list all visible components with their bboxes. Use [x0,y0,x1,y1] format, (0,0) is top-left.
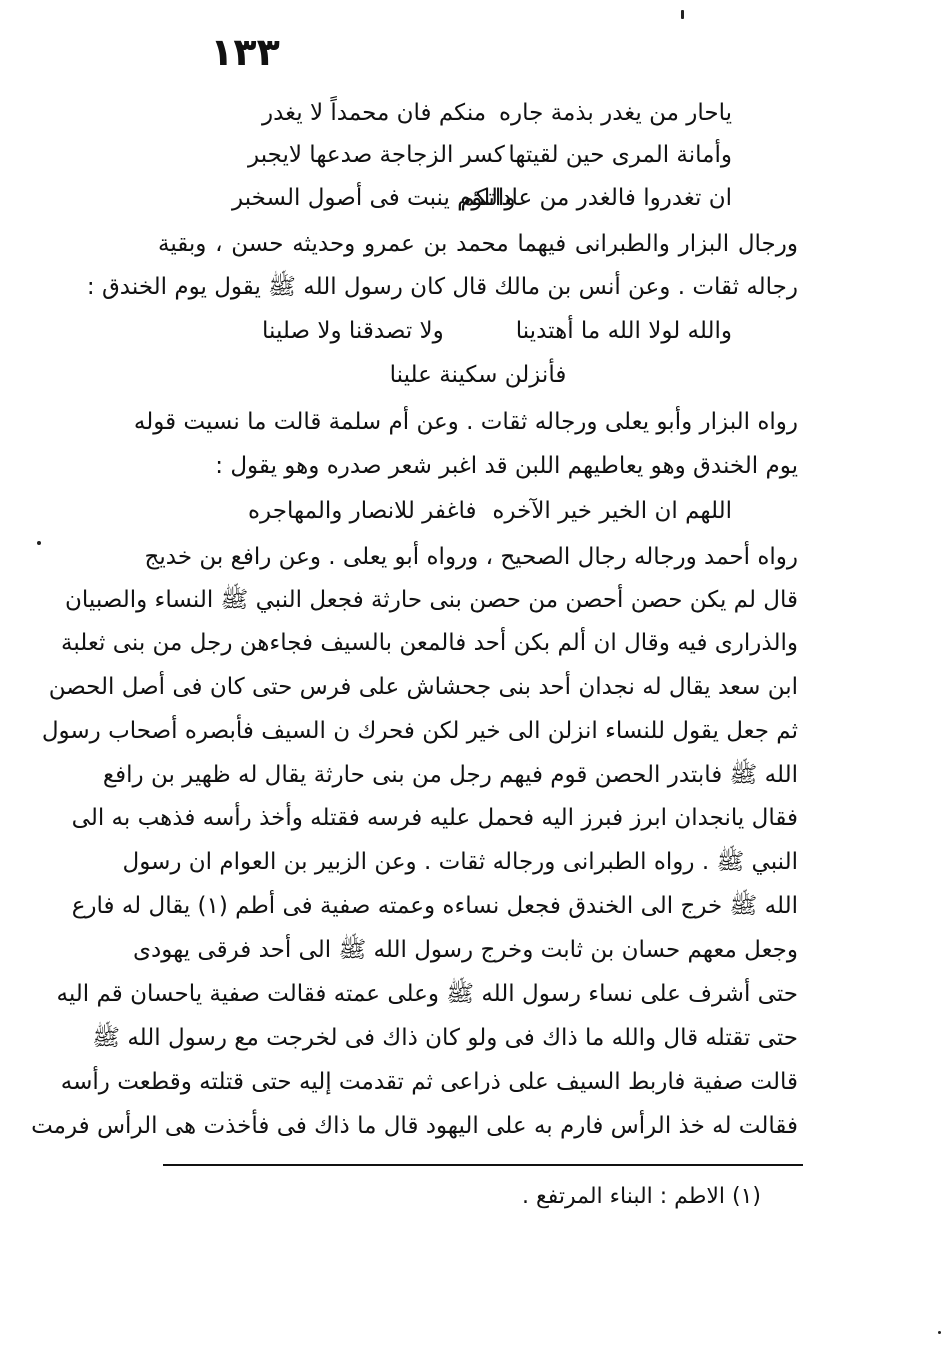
verse-first-hemistich: اللهم ان الخير خير الآخره [492,498,732,524]
text-line: ورجال البزار والطبرانى فيهما محمد بن عمرو وحديثه حسن ، وبقية [158,231,798,257]
verse-second-hemistich: فاغفر للانصار والمهاجره [248,498,477,524]
verse-second-hemistich: ولا تصدقنا ولا صلينا [262,318,444,344]
text-line: حتى تقتله قال والله ما ذاك فى ولو كان ذاك فى لخرجت مع رسول الله ﷺ [92,1025,798,1051]
verse-first-hemistich: ان تغدروا فالغدر من عاداتكم [460,185,732,211]
text-line: ابن سعد يقال له نجدان أحد بنى جحشاش على فرس حتى كان فى أصل الحصن [48,674,798,700]
text-line: الله ﷺ فابتدر الحصن قوم فيهم رجل من بنى حارثة يقال له ظهير بن رافع [102,762,798,788]
verse-line [248,138,732,176]
scan-speck [938,1331,941,1334]
scan-speck [37,541,41,545]
text-line: فقالت له خذ الرأس فارم به على اليهود قال ما ذاك فى فأخذت هى الرأس فرمت [31,1113,798,1139]
verse-first-hemistich: والله لولا الله ما أهتدينا [515,318,732,344]
verse-line [232,181,732,219]
text-line: والذرارى فيه وقال ان ألم بكن أحد فالمعن بالسيف فجاءهن رجل من بنى ثعلبة [61,630,798,656]
text-line: قال لم يكن حصن أحصن من حصن بنى حارثة فجعل النبي ﷺ النساء والصبيان [65,587,798,613]
verse-line [262,314,732,352]
text-line: قالت صفية فاربط السيف على ذراعى ثم تقدمت إليه حتى قتلته وقطعت رأسه [60,1069,798,1095]
text-line: الله ﷺ خرج الى الخندق فجعل نساءه وعمته صفية فى أطم (١) يقال له فارع [71,893,798,919]
text-line: فقال يانجدان ابرز فبرز اليه فحمل عليه فرسه فقتله وأخذ رأسه فذهب به الى [71,805,798,831]
verse-first-hemistich: ياحار من يغدر بذمة جاره [499,100,732,126]
verse-line [262,96,732,134]
footnote: (١) الاطم : البناء المرتفع . [522,1184,761,1209]
page-number: ١٣٣ [210,30,280,74]
text-line: يوم الخندق وهو يعاطيهم اللبن قد اغبر شعر صدره وهو يقول : [215,453,798,479]
verse-first-hemistich: وأمانة المرى حين لقيتها [508,142,732,168]
text-line: رجاله ثقات . وعن أنس بن مالك قال كان رسول الله ﷺ يقول يوم الخندق : [86,274,798,300]
text-line: وجعل معهم حسان بن ثابت وخرج رسول الله ﷺ الى أحد فرقى يهودى [132,937,798,963]
scan-speck [681,10,684,19]
text-line: حتى أشرف على نساء رسول الله ﷺ وعلى عمته فقالت صفية ياحسان قم اليه [56,981,798,1007]
footnote-divider [163,1164,803,1166]
verse-second-hemistich: كسر الزجاجة صدعها لايجبر [248,142,505,168]
verse-line [248,494,732,532]
text-line: ثم جعل يقول للنساء انزلن الى خير لكن فحرك ن السيف فأبصره أصحاب رسول [41,718,798,744]
verse-second-hemistich: واللؤم ينبت فى أصول السخبر [232,185,516,211]
text-line: النبي ﷺ . رواه الطبرانى ورجاله ثقات . وعن الزبير بن العوام ان رسول [122,849,798,875]
verse-second-hemistich: منكم فان محمداً لا يغدر [262,100,487,126]
text-line: رواه أحمد ورجاله رجال الصحيح ، ورواه أبو يعلى . وعن رافع بن خديج [144,544,798,570]
verse-line-centered: فأنزلن سكينة علينا [389,362,567,388]
text-line: رواه البزار وأبو يعلى ورجاله ثقات . وعن أم سلمة قالت ما نسيت قوله [133,409,798,435]
